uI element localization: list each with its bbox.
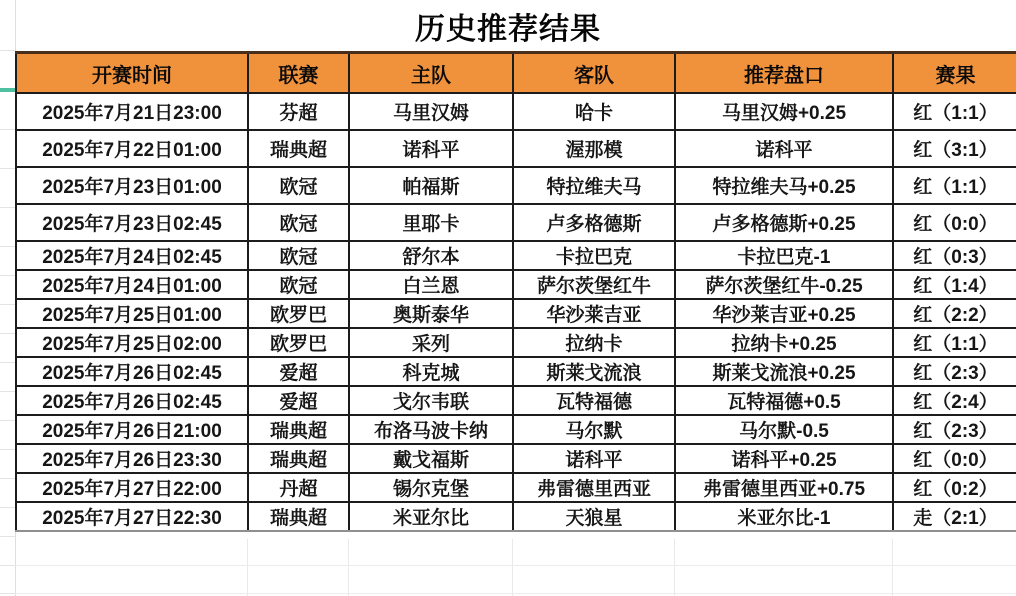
cell-result[interactable]: 红（2:2）: [893, 299, 1016, 328]
header-cell-time[interactable]: 开赛时间: [16, 53, 248, 94]
cell-home[interactable]: 白兰恩: [349, 270, 513, 299]
cell-time[interactable]: 2025年7月21日23:00: [16, 93, 248, 130]
table-row: [16, 167, 1016, 204]
cell-league[interactable]: 瑞典超: [248, 130, 349, 167]
cell-away[interactable]: 瓦特福德: [513, 386, 675, 415]
cell-result[interactable]: 红（2:3）: [893, 415, 1016, 444]
empty-grid: [15, 539, 1016, 596]
cell-league[interactable]: 瑞典超: [248, 502, 349, 531]
header-row: [16, 53, 1016, 94]
cell-league[interactable]: 爱超: [248, 357, 349, 386]
cell-handicap[interactable]: 卡拉巴克-1: [675, 241, 893, 270]
cell-home[interactable]: 戴戈福斯: [349, 444, 513, 473]
cell-handicap[interactable]: 马里汉姆+0.25: [675, 93, 893, 130]
cell-handicap[interactable]: 萨尔茨堡红牛-0.25: [675, 270, 893, 299]
cell-handicap[interactable]: 拉纳卡+0.25: [675, 328, 893, 357]
cell-home[interactable]: 采列: [349, 328, 513, 357]
table-row: [16, 357, 1016, 386]
cell-home[interactable]: 锡尔克堡: [349, 473, 513, 502]
cell-league[interactable]: 爱超: [248, 386, 349, 415]
table-row: [16, 502, 1016, 531]
page-title: 历史推荐结果: [415, 12, 601, 46]
cell-home[interactable]: 马里汉姆: [349, 93, 513, 130]
table-row: [16, 473, 1016, 502]
cell-away[interactable]: 萨尔茨堡红牛: [513, 270, 675, 299]
table-body: [16, 93, 1016, 531]
table-row: [16, 299, 1016, 328]
cell-league[interactable]: 欧冠: [248, 204, 349, 241]
cell-result[interactable]: 红（0:3）: [893, 241, 1016, 270]
cell-result[interactable]: 红（0:0）: [893, 204, 1016, 241]
cell-handicap[interactable]: 卢多格德斯+0.25: [675, 204, 893, 241]
cell-handicap[interactable]: 米亚尔比-1: [675, 502, 893, 531]
cell-away[interactable]: 马尔默: [513, 415, 675, 444]
cell-result[interactable]: 走（2:1）: [893, 502, 1016, 531]
table-row: [16, 241, 1016, 270]
cell-away[interactable]: 弗雷德里西亚: [513, 473, 675, 502]
table-row: [16, 444, 1016, 473]
table-row: [16, 204, 1016, 241]
cell-time[interactable]: 2025年7月26日23:30: [16, 444, 248, 473]
table-row: [16, 328, 1016, 357]
cell-time[interactable]: 2025年7月23日01:00: [16, 167, 248, 204]
table-row: [16, 93, 1016, 130]
cell-away[interactable]: 拉纳卡: [513, 328, 675, 357]
freeze-pane-accent: [0, 88, 15, 92]
header-cell-league[interactable]: 联赛: [248, 53, 349, 94]
cell-home[interactable]: 帕福斯: [349, 167, 513, 204]
header-cell-result[interactable]: 赛果: [893, 53, 1016, 94]
cell-home[interactable]: 科克城: [349, 357, 513, 386]
cell-away[interactable]: 卡拉巴克: [513, 241, 675, 270]
header-cell-away[interactable]: 客队: [513, 53, 675, 94]
cell-time[interactable]: 2025年7月24日01:00: [16, 270, 248, 299]
cell-handicap[interactable]: 诺科平: [675, 130, 893, 167]
cell-result[interactable]: 红（2:4）: [893, 386, 1016, 415]
cell-result[interactable]: 红（1:1）: [893, 167, 1016, 204]
cell-result[interactable]: 红（1:4）: [893, 270, 1016, 299]
cell-away[interactable]: 斯莱戈流浪: [513, 357, 675, 386]
cell-away[interactable]: 天狼星: [513, 502, 675, 531]
cell-handicap[interactable]: 诺科平+0.25: [675, 444, 893, 473]
cell-home[interactable]: 诺科平: [349, 130, 513, 167]
cell-handicap[interactable]: 马尔默-0.5: [675, 415, 893, 444]
table-row: [16, 415, 1016, 444]
cell-time[interactable]: 2025年7月27日22:00: [16, 473, 248, 502]
cell-time[interactable]: 2025年7月25日02:00: [16, 328, 248, 357]
cell-league[interactable]: 欧冠: [248, 241, 349, 270]
cell-time[interactable]: 2025年7月22日01:00: [16, 130, 248, 167]
table-row: [16, 270, 1016, 299]
header-cell-home[interactable]: 主队: [349, 53, 513, 94]
title-row: [0, 0, 1016, 51]
cell-time[interactable]: 2025年7月24日02:45: [16, 241, 248, 270]
cell-league[interactable]: 瑞典超: [248, 444, 349, 473]
cell-home[interactable]: 戈尔韦联: [349, 386, 513, 415]
cell-home[interactable]: 米亚尔比: [349, 502, 513, 531]
table-row: [16, 130, 1016, 167]
cell-time[interactable]: 2025年7月23日02:45: [16, 204, 248, 241]
cell-home[interactable]: 布洛马波卡纳: [349, 415, 513, 444]
cell-result[interactable]: 红（2:3）: [893, 357, 1016, 386]
cell-away[interactable]: 哈卡: [513, 93, 675, 130]
cell-handicap[interactable]: 弗雷德里西亚+0.75: [675, 473, 893, 502]
cell-league[interactable]: 欧罗巴: [248, 299, 349, 328]
cell-time[interactable]: 2025年7月26日21:00: [16, 415, 248, 444]
table-row: [16, 386, 1016, 415]
cell-league[interactable]: 芬超: [248, 93, 349, 130]
cell-handicap[interactable]: 华沙莱吉亚+0.25: [675, 299, 893, 328]
header-cell-handicap[interactable]: 推荐盘口: [675, 53, 893, 94]
recommendations-table: [15, 51, 1016, 532]
cell-away[interactable]: 渥那模: [513, 130, 675, 167]
cell-result[interactable]: 红（0:2）: [893, 473, 1016, 502]
cell-away[interactable]: 华沙莱吉亚: [513, 299, 675, 328]
cell-time[interactable]: 2025年7月25日01:00: [16, 299, 248, 328]
cell-result[interactable]: 红（3:1）: [893, 130, 1016, 167]
cell-league[interactable]: 欧冠: [248, 167, 349, 204]
cell-result[interactable]: 红（1:1）: [893, 93, 1016, 130]
cell-away[interactable]: 诺科平: [513, 444, 675, 473]
cell-league[interactable]: 瑞典超: [248, 415, 349, 444]
cell-league[interactable]: 欧冠: [248, 270, 349, 299]
cell-result[interactable]: 红（1:1）: [893, 328, 1016, 357]
cell-home[interactable]: 舒尔本: [349, 241, 513, 270]
cell-home[interactable]: 奥斯泰华: [349, 299, 513, 328]
cell-away[interactable]: 特拉维夫马: [513, 167, 675, 204]
cell-handicap[interactable]: 特拉维夫马+0.25: [675, 167, 893, 204]
cell-time[interactable]: 2025年7月26日02:45: [16, 357, 248, 386]
cell-handicap[interactable]: 斯莱戈流浪+0.25: [675, 357, 893, 386]
cell-handicap[interactable]: 瓦特福德+0.5: [675, 386, 893, 415]
cell-home[interactable]: 里耶卡: [349, 204, 513, 241]
cell-league[interactable]: 欧罗巴: [248, 328, 349, 357]
cell-league[interactable]: 丹超: [248, 473, 349, 502]
cell-time[interactable]: 2025年7月27日22:30: [16, 502, 248, 531]
cell-result[interactable]: 红（0:0）: [893, 444, 1016, 473]
cell-time[interactable]: 2025年7月26日02:45: [16, 386, 248, 415]
cell-away[interactable]: 卢多格德斯: [513, 204, 675, 241]
